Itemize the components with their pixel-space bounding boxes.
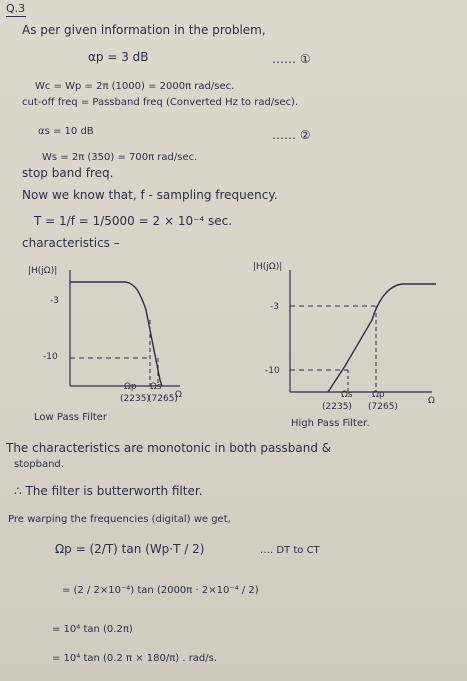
hpf-ylabel: |H(jΩ)| [253,262,283,272]
hpf-axis-label: Ω [428,396,435,406]
alpha-s-line: αs = 10 dB [38,126,94,137]
butterworth-line: ∴ The filter is butterworth filter. [14,484,203,498]
hpf-caption: High Pass Filter. [291,418,370,429]
ws-line: Ws = 2π (350) = 700π rad/sec. [42,152,198,163]
lpf-val-p: (2235) [120,394,150,404]
eq-degrees: = 10⁴ tan (0.2 π × 180/π) . rad/s. [52,653,218,664]
hpf-tick-hi-label: -3 [270,302,279,312]
wc-line: Wc = Wp = 2π (1000) = 2000π rad/sec. [35,81,235,92]
dt-to-ct-note: …. DT to CT [260,545,320,556]
alpha-p-line: αp = 3 dB [88,50,149,64]
eq-tag-1: …… ① [272,52,311,66]
lpf-tick-hi-label: -3 [50,296,59,306]
prewarp-line: Pre warping the frequencies (digital) we get, [8,514,231,525]
lpf-val-s: (7265) [148,394,178,404]
monotonic-line-1: The characteristics are monotonic in both passband & [6,441,332,455]
eq-substitute: = (2 / 2×10⁻⁴) tan (2000π · 2×10⁻⁴ / 2) [62,585,259,596]
hpf-omega-p: Ωp [372,390,385,400]
hpf-omega-s: Ωs [341,390,353,400]
lpf-omega-p: Ωp [124,382,137,392]
lpf-omega-s: Ωs [150,382,162,392]
cutoff-line: cut-off freq = Passband freq (Converted Hz to rad/sec). [22,97,299,108]
hpf-val-p: (7265) [368,402,398,412]
sampling-line: Now we know that, f - sampling frequency. [22,188,278,202]
eq-simplified: = 10⁴ tan (0.2π) [52,624,133,635]
lpf-tick-lo-label: -10 [43,352,58,362]
hpf-val-s: (2235) [322,402,352,412]
monotonic-line-2: stopband. [14,459,64,470]
section-label: Q.3 [6,2,26,15]
lpf-axis-label: Ω [175,390,182,400]
hpf-response-curve [328,284,436,392]
hpf-tick-lo-label: -10 [265,366,280,376]
characteristics-heading: characteristics – [22,236,120,250]
lpf-ylabel: |H(jΩ)| [28,266,58,276]
stopband-line: stop band freq. [22,166,114,180]
lpf-caption: Low Pass Filter [34,412,107,423]
intro-line: As per given information in the problem, [22,23,266,37]
eq-omega-p: Ωp = (2/T) tan (Wp·T / 2) [55,542,205,556]
eq-tag-2: …… ② [272,128,311,142]
period-line: T = 1/f = 1/5000 = 2 × 10⁻⁴ sec. [34,214,233,228]
